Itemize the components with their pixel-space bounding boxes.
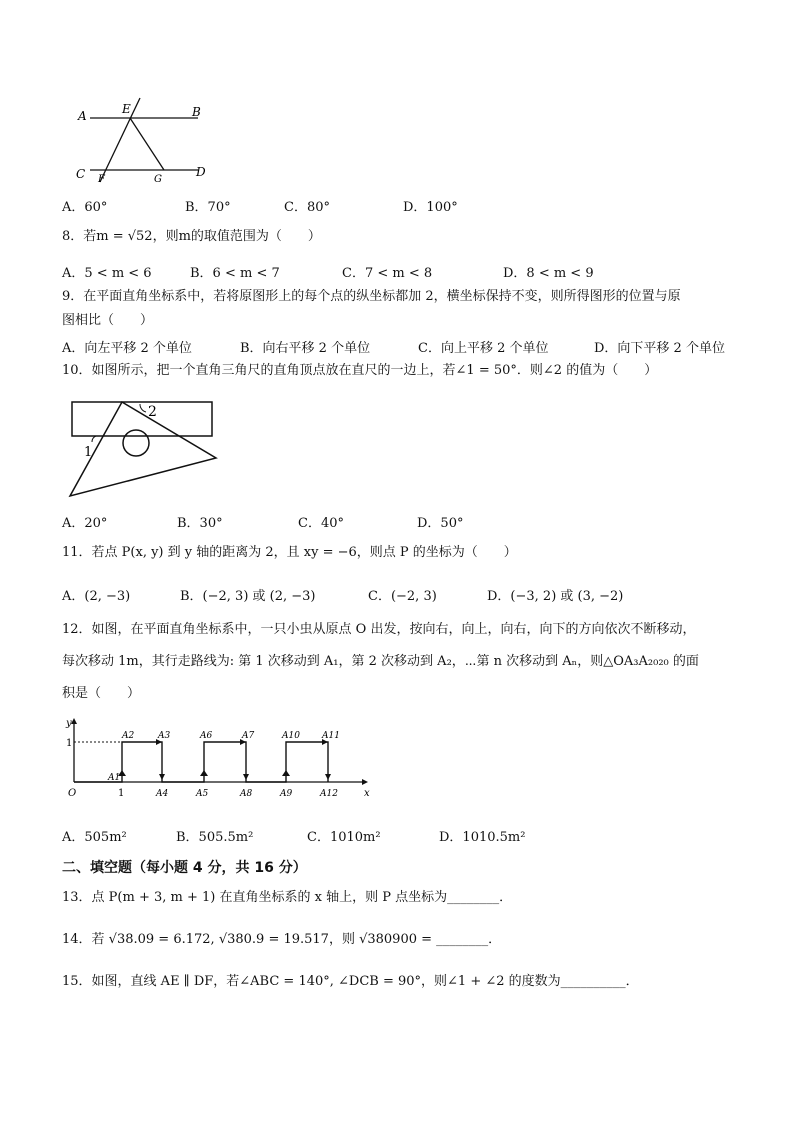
q12-label-A8: A8 (240, 789, 253, 799)
q13-stem: 13．点 P(m + 3, m + 1) 在直角坐标系的 x 轴上，则 P 点坐标为________． (62, 890, 513, 905)
q10-figure (66, 396, 226, 500)
q10-stem: 10．如图所示，把一个直角三角尺的直角顶点放在直尺的一边上，若∠1 = 50°．则∠2 的值为（ ） (62, 363, 658, 378)
q8-option-c[interactable]: C．7 < m < 8 (342, 266, 433, 281)
q10-option-d[interactable]: D．50° (417, 516, 464, 531)
q8-option-b[interactable]: B．6 < m < 7 (190, 266, 280, 281)
q12-label-origin: O (68, 788, 77, 799)
q7-option-a[interactable]: A．60° (62, 200, 108, 215)
q9-option-a[interactable]: A．向左平移 2 个单位 (62, 341, 192, 356)
q10-option-c[interactable]: C．40° (298, 516, 344, 531)
q12-stem-line2: 每次移动 1m，其行走路线为: 第 1 次移动到 A₁，第 2 次移动到 A₂，⋯第 n 次移动到 Aₙ，则△OA₃A₂₀₂₀ 的面 (62, 654, 699, 669)
q12-option-b[interactable]: B．505.5m² (176, 830, 254, 845)
q12-label-A9: A9 (280, 789, 293, 799)
q12-label-A4: A4 (156, 789, 169, 799)
q8-option-a[interactable]: A．5 < m < 6 (62, 266, 152, 281)
q7-label-B: B (192, 105, 201, 119)
section-title: 二、填空题（每小题 4 分，共 16 分） (62, 860, 307, 876)
q7-label-G: G (154, 174, 162, 184)
q7-figure (70, 92, 220, 184)
q12-option-a[interactable]: A．505m² (62, 830, 127, 845)
q9-stem-line1: 9．在平面直角坐标系中，若将原图形上的每个点的纵坐标都加 2，横坐标保持不变，则所得图形的位置与原 (62, 289, 681, 304)
q7-option-c[interactable]: C．80° (284, 200, 330, 215)
q12-label-A10: A10 (282, 731, 300, 741)
q11-option-c[interactable]: C．(−2, 3) (368, 589, 437, 604)
q12-label-A6: A6 (200, 731, 213, 741)
q7-label-D: D (196, 165, 206, 179)
q12-label-A2: A2 (122, 731, 135, 741)
q7-option-d[interactable]: D．100° (403, 200, 458, 215)
q12-label-y: y (66, 718, 72, 729)
q11-option-d[interactable]: D．(−3, 2) 或 (3, −2) (487, 589, 624, 604)
q11-option-a[interactable]: A．(2, −3) (62, 589, 131, 604)
q14-stem: 14．若 √38.09 = 6.172, √380.9 = 19.517，则 √380900 = ________． (62, 932, 502, 947)
q10-label-angle1: 1 (84, 445, 93, 460)
q9-option-d[interactable]: D．向下平移 2 个单位 (594, 341, 725, 356)
q12-option-d[interactable]: D．1010.5m² (439, 830, 526, 845)
q12-label-A12: A12 (320, 789, 338, 799)
q9-option-b[interactable]: B．向右平移 2 个单位 (240, 341, 371, 356)
q8-option-d[interactable]: D．8 < m < 9 (503, 266, 594, 281)
q12-stem-line1: 12．如图，在平面直角坐标系中，一只小虫从原点 O 出发，按向右，向上，向右，向下的方向依次不断移动， (62, 622, 696, 637)
q15-stem: 15．如图，直线 AE ∥ DF，若∠ABC = 140°, ∠DCB = 90°，则∠1 + ∠2 的度数为__________． (62, 974, 639, 989)
q10-label-angle2: 2 (148, 404, 157, 420)
q7-option-b[interactable]: B．70° (185, 200, 231, 215)
q9-option-c[interactable]: C．向上平移 2 个单位 (418, 341, 549, 356)
q7-label-E: E (122, 102, 131, 116)
q11-stem: 11．若点 P(x, y) 到 y 轴的距离为 2，且 xy = −6，则点 P 的坐标为（ ） (62, 545, 517, 560)
q12-label-A7: A7 (242, 731, 255, 741)
q12-label-A3: A3 (158, 731, 171, 741)
q12-label-one-y: 1 (66, 738, 73, 749)
q7-label-A: A (78, 109, 87, 123)
q7-label-C: C (76, 167, 86, 181)
q12-label-A1: A1 (108, 773, 121, 783)
q10-option-a[interactable]: A．20° (62, 516, 108, 531)
q12-label-x: x (364, 788, 370, 799)
q12-option-c[interactable]: C．1010m² (307, 830, 381, 845)
q12-stem-line3: 积是（ ） (62, 686, 141, 701)
q10-option-b[interactable]: B．30° (177, 516, 223, 531)
q12-label-A5: A5 (196, 789, 209, 799)
q12-label-one-x: 1 (118, 788, 125, 799)
q12-label-A11: A11 (322, 731, 340, 741)
q7-label-F: F (98, 174, 105, 184)
q11-option-b[interactable]: B．(−2, 3) 或 (2, −3) (180, 589, 316, 604)
q12-figure (62, 716, 382, 802)
q9-stem-line2: 图相比（ ） (62, 313, 154, 328)
q8-stem: 8．若m = √52，则m的取值范围为（ ） (62, 229, 321, 244)
